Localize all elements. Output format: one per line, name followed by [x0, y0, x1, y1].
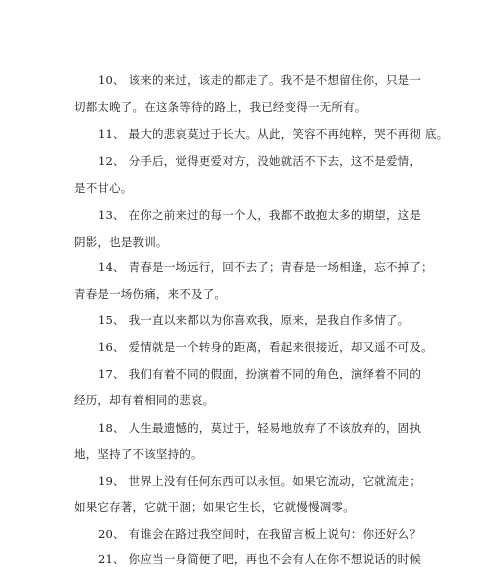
paragraph-13-line-2: 阴影，也是教训。 [74, 235, 168, 249]
paragraph-17-line-2: 经历，却有着相同的悲哀。 [74, 393, 215, 407]
paragraph-21-line-1: 21、 你应当一身简便了吧，再也不会有人在你不想说话的时候 [98, 552, 422, 566]
paragraph-16-line-1: 16、 爱情就是一个转身的距离，看起来很接近，却又遥不可及。 [98, 340, 433, 354]
paragraph-15-line-1: 15、 我一直以来都以为你喜欢我，原来，是我自作多情了。 [98, 313, 410, 327]
paragraph-18-line-1: 18、 人生最遗憾的，莫过于，轻易地放弃了不该放弃的，固执 [98, 421, 422, 435]
paragraph-17-line-1: 17、 我们有着不同的假面，扮演着不同的角色，演绎着不同的 [98, 367, 422, 381]
paragraph-12-line-1: 12、 分手后，觉得更爱对方，没她就活不下去，这不是爱情， [98, 154, 422, 168]
paragraph-20-line-1: 20、 有谁会在路过我空间时，在我留言板上说句：你还好么？ [98, 527, 422, 541]
paragraph-13-line-1: 13、 在你之前来过的每一个人，我都不敢抱太多的期望，这是 [98, 208, 422, 222]
paragraph-18-line-2: 地，坚持了不该坚持的。 [74, 447, 203, 461]
paragraph-14-line-2: 青春是一场伤痛，来不及了。 [74, 287, 227, 301]
paragraph-11-line-1: 11、 最大的悲哀莫过于长大。从此，笑容不再纯粹，哭不再彻 底。 [98, 127, 449, 141]
paragraph-19-line-1: 19、 世界上没有任何东西可以永恒。如果它流动，它就流走； [98, 474, 422, 488]
paragraph-12-line-2: 是不甘心。 [74, 181, 133, 195]
paragraph-10-line-2: 切都太晚了。在这条等待的路上，我已经变得一无所有。 [74, 100, 367, 114]
paragraph-10-line-1: 10、 该来的来过，该走的都走了。我不是不想留住你，只是一 [98, 73, 422, 87]
paragraph-19-line-2: 如果它存著，它就干涸；如果它生长，它就慢慢凋零。 [74, 500, 355, 514]
paragraph-14-line-1: 14、 青春是一场远行，回不去了；青春是一场相逢，忘不掉了； [98, 260, 433, 274]
